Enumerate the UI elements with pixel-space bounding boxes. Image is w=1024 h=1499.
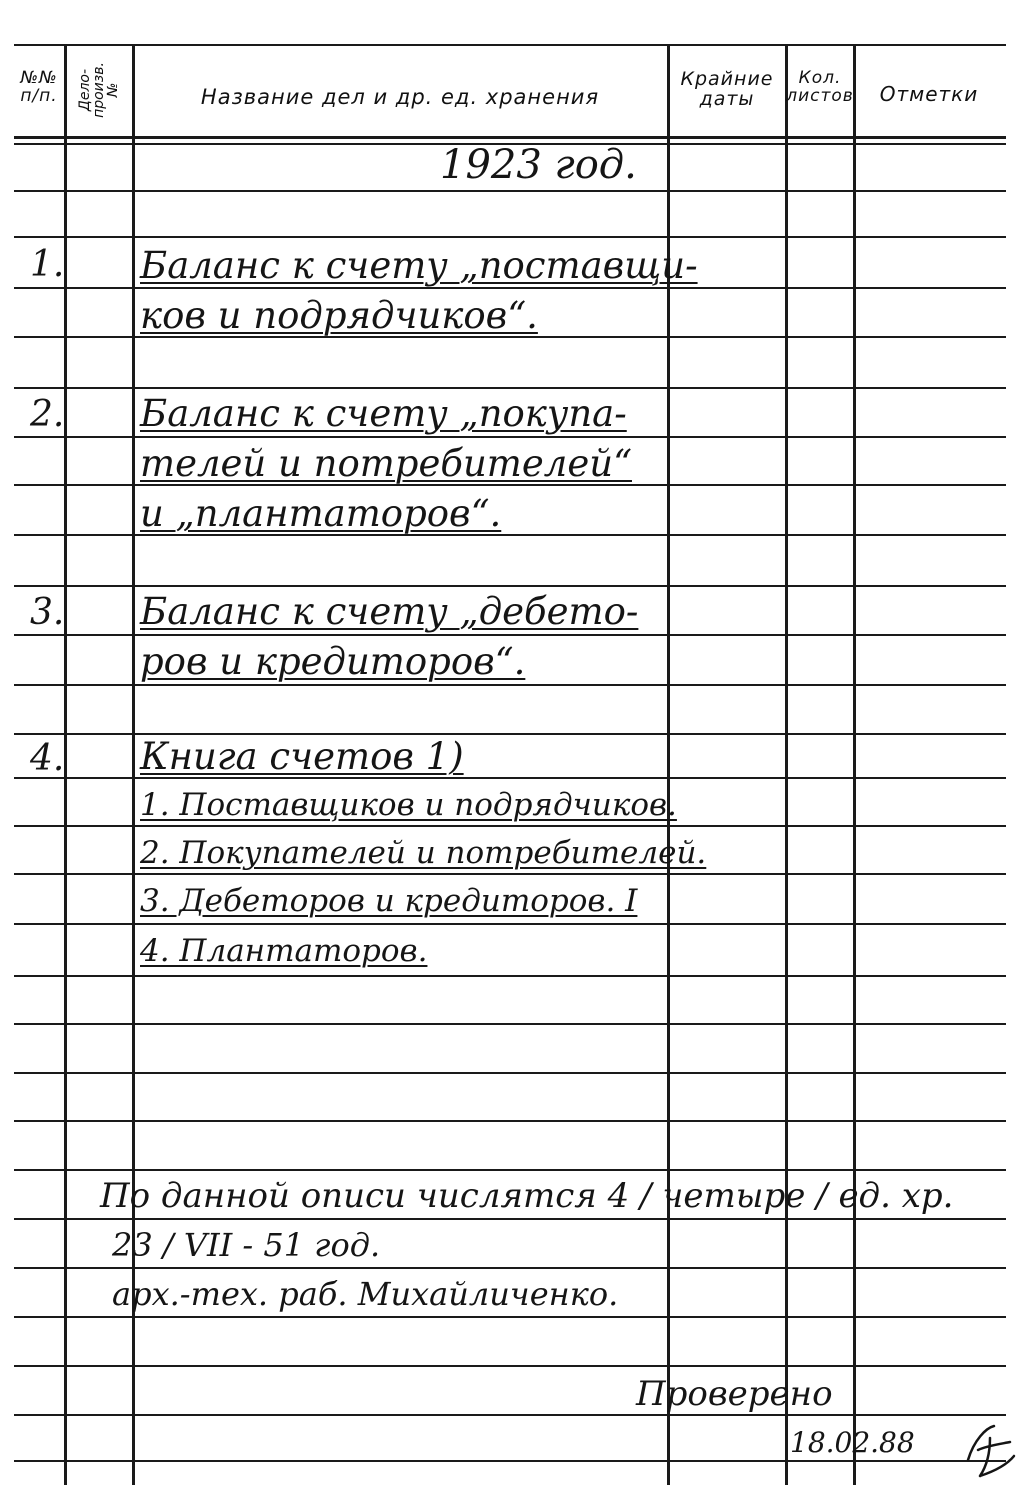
row-rule [14, 1169, 1006, 1171]
header-col-dates: Крайние даты [680, 68, 774, 110]
row-rule [14, 1218, 1006, 1220]
entry-title-line: Баланс к счету „поставщи- [140, 244, 698, 287]
entry-title-line: и „плантаторов“. [140, 492, 502, 535]
entry-title-line: ков и подрядчиков“. [140, 294, 538, 337]
year-heading: 1923 год. [440, 142, 637, 188]
row-rule [14, 44, 1006, 46]
row-rule [14, 190, 1006, 192]
entry-title-line: Баланс к счету „дебето- [140, 590, 639, 633]
entry-number: 3. [30, 592, 65, 633]
row-rule [14, 825, 1006, 827]
header-col-title: Название дел и др. ед. хранения [200, 85, 600, 109]
row-rule [14, 1120, 1006, 1122]
entry-title-line: 1. Поставщиков и подрядчиков. [140, 787, 677, 823]
entry-number: 1. [30, 244, 65, 285]
row-rule [14, 287, 1006, 289]
row-rule [14, 387, 1006, 389]
row-rule [14, 1023, 1006, 1025]
signature-mark [960, 1420, 1016, 1480]
row-rule [14, 436, 1006, 438]
checked-stamp: Проверено [636, 1374, 833, 1414]
footer-date-line: 23 / VII - 51 год. [112, 1226, 381, 1264]
entry-title-line: Книга счетов 1) [140, 735, 464, 778]
header-col-sheets: Кол. листов [786, 68, 854, 106]
row-rule [14, 1072, 1006, 1074]
entry-title-line: 4. Плантаторов. [140, 933, 428, 969]
row-rule [14, 923, 1006, 925]
row-rule [14, 1460, 1006, 1462]
entry-title-line: телей и потребителей“ [140, 442, 632, 485]
entry-title-line: 3. Дебеторов и кредиторов. I [140, 883, 638, 919]
entry-title-line: Баланс к счету „покупа- [140, 392, 627, 435]
row-rule [14, 1414, 1006, 1416]
entry-number: 4. [30, 738, 65, 779]
header-col-case [66, 44, 132, 136]
footer-total-line: По данной описи числятся 4 / четыре / ед. хр. [100, 1176, 954, 1216]
row-rule [14, 1267, 1006, 1269]
header-col-case-label: Дело- произв. № [76, 62, 121, 118]
footer-archivist-line: арх.-тех. раб. Михайличенко. [112, 1275, 619, 1313]
entry-title-line: 2. Покупателей и потребителей. [140, 835, 707, 871]
entry-number: 2. [30, 394, 65, 435]
checked-date: 18.02.88 [790, 1426, 915, 1459]
row-rule [14, 975, 1006, 977]
entry-title-line: ров и кредиторов“. [140, 640, 526, 683]
row-rule [14, 873, 1006, 875]
row-rule [14, 236, 1006, 238]
row-rule [14, 585, 1006, 587]
header-col-num: №№ п/п. [20, 68, 58, 106]
row-rule [14, 684, 1006, 686]
row-rule [14, 1316, 1006, 1318]
row-rule [14, 1365, 1006, 1367]
row-rule [14, 136, 1006, 139]
header-col-notes: Отметки [879, 82, 979, 106]
row-rule [14, 634, 1006, 636]
